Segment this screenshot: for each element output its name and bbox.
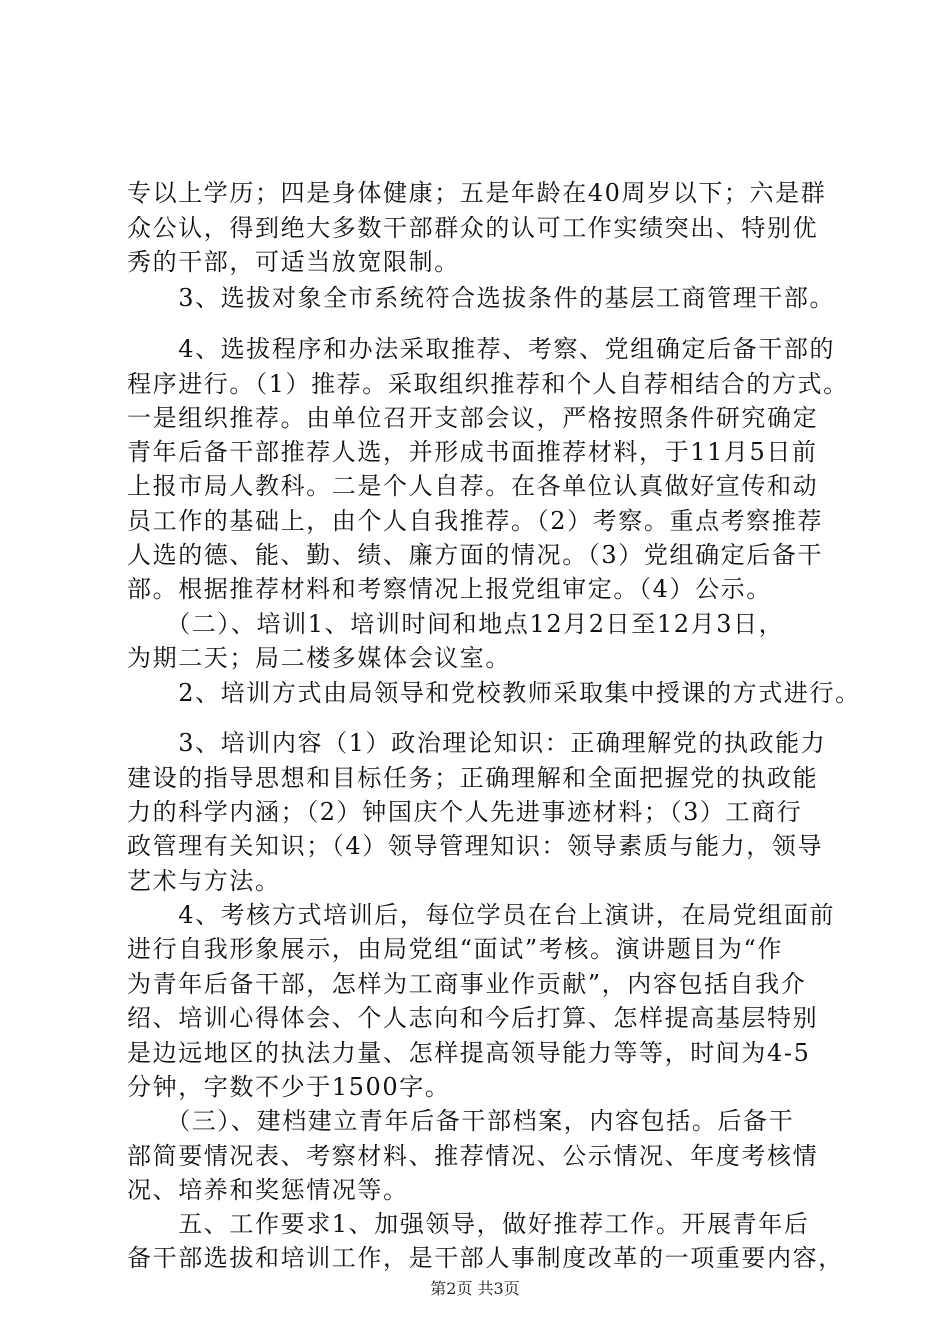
text-line: 程序进行。（1）推荐。采取组织推荐和个人自荐相结合的方式。	[127, 370, 849, 398]
text-line: 专以上学历；四是身体健康；五是年龄在40周岁以下；六是群	[127, 179, 827, 207]
text-line: 2、培训方式由局领导和党校教师采取集中授课的方式进行。	[127, 679, 861, 707]
text-line: 上报市局人教科。二是个人自荐。在各单位认真做好宣传和动	[127, 472, 819, 500]
text-line: 艺术与方法。	[127, 867, 281, 895]
text-line: 众公认，得到绝大多数干部群众的认可工作实绩突出、特别优	[127, 214, 819, 242]
text-line: 部简要情况表、考察材料、推荐情况、公示情况、年度考核情	[127, 1142, 819, 1170]
page-footer: 第2页 共3页	[430, 1279, 520, 1298]
text-line: 政管理有关知识；（4）领导管理知识：领导素质与能力，领导	[127, 832, 824, 860]
text-line: 一是组织推荐。由单位召开支部会议，严格按照条件研究确定	[127, 404, 819, 432]
text-line: 力的科学内涵；（2）钟国庆个人先进事迹材料；（3）工商行	[127, 798, 803, 826]
text-line: 况、培养和奖惩情况等。	[127, 1176, 409, 1204]
text-line: 五、工作要求1、加强领导，做好推荐工作。开展青年后	[127, 1210, 810, 1238]
text-line: 4、考核方式培训后，每位学员在台上演讲，在局党组面前	[127, 901, 836, 929]
text-line: 员工作的基础上，由个人自我推荐。（2）考察。重点考察推荐	[127, 507, 824, 535]
text-line: 3、选拔对象全市系统符合选拔条件的基层工商管理干部。	[127, 284, 836, 312]
text-line: （三）、建档建立青年后备干部档案，内容包括。后备干	[127, 1107, 795, 1135]
text-line: 3、培训内容（1）政治理论知识：正确理解党的执政能力	[127, 729, 827, 757]
text-line: 备干部选拔和培训工作，是干部人事制度改革的一项重要内容，	[127, 1244, 844, 1272]
text-line: 为青年后备干部，怎样为工商事业作贡献”，内容包括自我介	[127, 970, 807, 998]
text-line: （二）、培训1、培训时间和地点12月2日至12月3日，	[127, 610, 785, 638]
text-line: 4、选拔程序和办法采取推荐、考察、党组确定后备干部的	[127, 335, 836, 363]
text-line: 青年后备干部推荐人选，并形成书面推荐材料，于11月5日前	[127, 438, 818, 466]
text-line: 分钟，字数不少于1500字。	[127, 1073, 451, 1101]
text-line: 进行自我形象展示，由局党组“面试”考核。演讲题目为“作	[127, 935, 784, 963]
text-line: 秀的干部，可适当放宽限制。	[127, 248, 460, 276]
text-line: 部。根据推荐材料和考察情况上报党组审定。（4）公示。	[127, 575, 772, 603]
text-line: 是边远地区的执法力量、怎样提高领导能力等等，时间为4-5	[127, 1039, 811, 1067]
text-line: 绍、培训心得体会、个人志向和今后打算、怎样提高基层特别	[127, 1004, 819, 1032]
text-line: 建设的指导思想和目标任务；正确理解和全面把握党的执政能	[127, 764, 819, 792]
text-line: 为期二天；局二楼多媒体会议室。	[127, 644, 511, 672]
text-line: 人选的德、能、勤、绩、廉方面的情况。（3）党组确定后备干	[127, 541, 824, 569]
